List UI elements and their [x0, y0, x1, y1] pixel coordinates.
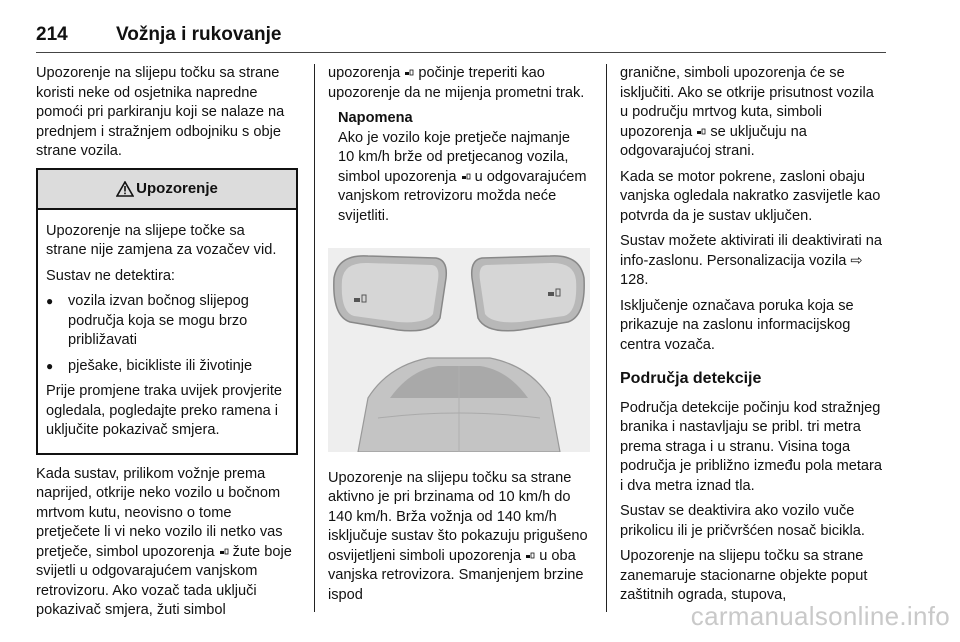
text-run: Upozorenje na slijepu točku sa strane aktivno je pri brzinama od 10 km/h do 140 km/h. Brža vožnja od 140 km/h isključuje sustav što pokazuju prigušeno osvijetljeni simboli upozorenja — [328, 469, 588, 564]
body-paragraph: Isključenje označava poruka koja se prikazuje na zaslonu informacijskog centra vozača. — [620, 297, 854, 353]
header-rule — [36, 52, 886, 53]
text-run: Kada sustav, prilikom vožnje prema naprijed, otkrije neko vozilo u bočnom mrtvom kutu, neovisno o tome pretječete li vi neko vozilo ili netko vas pretječe, simbol upozorenja — [36, 465, 283, 560]
blind-spot-warning-icon — [696, 127, 706, 137]
intro-paragraph: Upozorenje na slijepu točku sa strane koristi neke od osjetnika napredne pomoći pri parkiranju koji se nalaze na prednjem i stražnjem odbojniku s obje strane vozila. — [36, 65, 285, 159]
blind-spot-warning-icon — [461, 172, 471, 182]
body-paragraph: Sustav se deaktivira ako vozilo vuče prikolicu ili je pričvršćen nosač bicikla. — [620, 503, 865, 539]
blind-spot-warning-icon — [404, 68, 414, 78]
bullet-text: vozila izvan bočnog slijepog područja koja se mogu brzo približavati — [68, 293, 249, 348]
text-run: Ako je vozilo koje pretječe najmanje 10 km/h brže od pretjecanog vozila, simbol upozorenja — [338, 129, 571, 185]
warning-triangle-icon — [116, 181, 134, 197]
mirror-illustration — [328, 248, 590, 452]
warning-header — [38, 170, 296, 210]
text-run: žute boje svijetli u odgovarajućem vanjskom retrovizoru. Ako vozač tada uključi pokazivač smjera, žuti simbol — [36, 543, 292, 618]
note-text — [338, 129, 590, 227]
text-run: upozorenja — [328, 65, 401, 81]
blind-spot-warning-icon — [525, 551, 535, 561]
body-paragraph: Upozorenje na slijepu točku sa strane zanemaruje stacionarne objekte poput zaštitnih ograda, stupova, — [620, 548, 868, 603]
section-heading: Područja detekcije — [620, 370, 762, 387]
body-paragraph: Područja detekcije počinju kod stražnjeg branika i nastavljaju se pribl. tri metra prema straga i u stranu. Visina toga područja je približno između pola metara i dva metra iznad tla. — [620, 399, 883, 494]
note-title: Napomena — [338, 110, 413, 126]
body-paragraph — [620, 64, 886, 162]
note-block — [328, 109, 590, 226]
warning-title: Upozorenje — [136, 179, 218, 197]
text-run: se uključuju na odgovarajućoj strani. — [620, 123, 807, 159]
body-paragraph: Kada se motor pokrene, zasloni obaju vanjska ogledala nakratko zasvijetle kao potvrda da je sustav uključen. — [620, 168, 881, 224]
text-run: granične, simboli upozorenja će se isključiti. Ako se otkrije prisutnost vozila u području mrtvog kuta, simboli upozorenja — [620, 65, 874, 140]
warning-paragraph: Prije promjene traka uvijek provjerite ogledala, pogledajte preko ramena i uključite pokazivač smjera. — [46, 383, 283, 438]
text-run: u oba vanjska retrovizora. Smanjenjem brzine ispod — [328, 547, 584, 603]
bullet-text: pješake, bicikliste ili životinje — [68, 357, 253, 374]
blind-spot-warning-icon — [219, 547, 229, 557]
warning-paragraph: Upozorenje na slijepe točke sa strane nije zamjena za vozačev vid. — [46, 222, 277, 258]
page-header — [36, 24, 886, 54]
body-paragraph — [36, 465, 298, 621]
warning-body — [38, 210, 296, 453]
warning-paragraph: Sustav ne detektira: — [46, 267, 175, 284]
chapter-title: Vožnja i rukovanje — [116, 24, 282, 45]
column-2 — [328, 64, 590, 611]
body-paragraph — [328, 469, 590, 606]
warning-box — [36, 168, 298, 455]
bullet-item — [46, 357, 288, 377]
body-paragraph — [328, 64, 590, 103]
bullet-item — [46, 292, 288, 351]
column-divider — [314, 64, 315, 612]
text-run: počinje treperiti kao upozorenje da ne mijenja prometni trak. — [328, 65, 585, 101]
column-divider — [606, 64, 607, 612]
bullet-dot-icon: ● — [46, 358, 54, 373]
column-1 — [36, 64, 298, 627]
body-paragraph: Sustav možete aktivirati ili deaktivirati na info-zaslonu. Personalizacija vozila ⇨ 128. — [620, 233, 882, 288]
page-number: 214 — [36, 24, 68, 45]
watermark: carmanualsonline.info — [690, 601, 950, 631]
bullet-dot-icon: ● — [46, 294, 54, 308]
text-run: u odgovarajućem vanjskom retrovizoru možda neće svijetliti. — [338, 168, 587, 224]
column-3 — [620, 64, 886, 612]
